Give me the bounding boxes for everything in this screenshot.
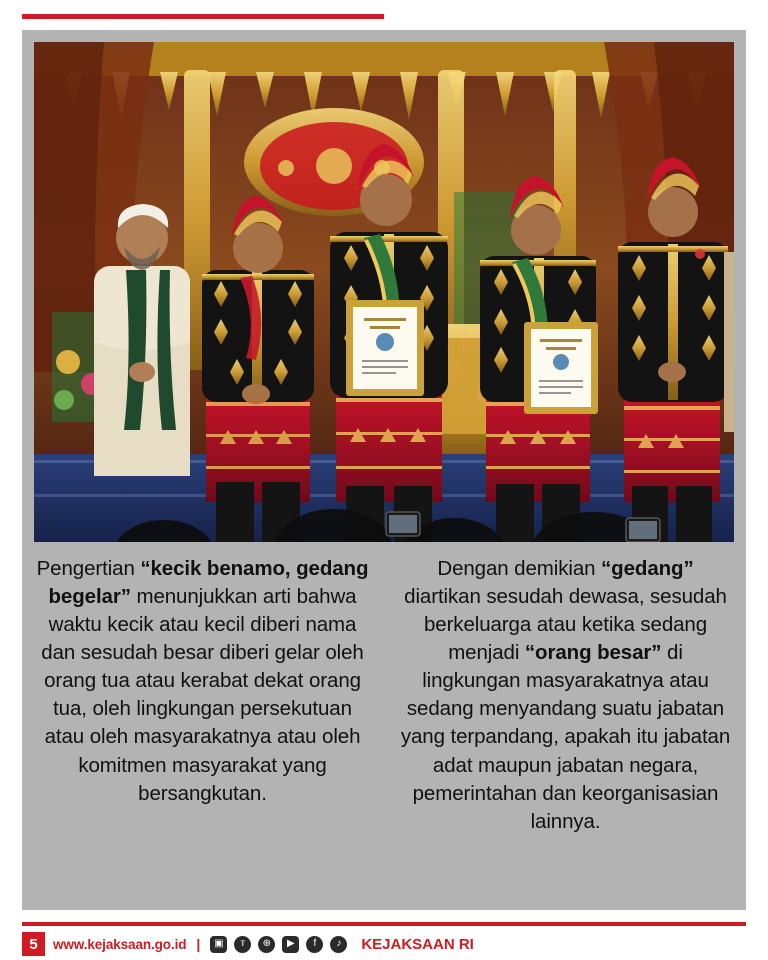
footer-accent-rule (22, 922, 746, 926)
facebook-icon[interactable]: f (306, 936, 323, 953)
footer-separator: | (196, 936, 201, 952)
website-url[interactable]: www.kejaksaan.go.id (53, 936, 187, 952)
ceremony-photo (34, 42, 734, 542)
left-column: Pengertian “kecik benamo, gedang begelar” menunjukkan arti bahwa waktu kecik atau kecil diberi nama dan sesudah besar diberi gelar oleh orang tua atau kerabat dekat orang tua, oleh lingkungan persekutuan atau oleh masyarakatnya atau oleh komitmen masyarakat yang bersangkutan. (36, 557, 369, 805)
youtube-icon[interactable]: ▶ (282, 936, 299, 953)
text-columns (34, 555, 734, 900)
page-footer (0, 922, 768, 960)
content-card (22, 30, 746, 910)
tiktok-icon[interactable]: ♪ (330, 936, 347, 953)
instagram-icon[interactable]: ▣ (210, 936, 227, 953)
brand-name: KEJAKSAAN RI (361, 935, 474, 953)
top-accent-rule (22, 14, 384, 19)
twitter-icon[interactable]: ᴛ (234, 936, 251, 953)
page-number-badge: 5 (22, 932, 45, 956)
right-column: Dengan demikian “gedang” diartikan sesudah dewasa, sesudah berkeluarga atau ketika sedang menjadi “orang besar” di lingkungan masyarakatnya atau sedang menyandang suatu jabatan yang terpandang, apakah itu jabatan adat maupun jabatan negara, pemerintahan dan keorganisasian lainnya. (400, 557, 731, 833)
website-icon[interactable]: ⊕ (258, 936, 275, 953)
social-icons (210, 936, 347, 953)
